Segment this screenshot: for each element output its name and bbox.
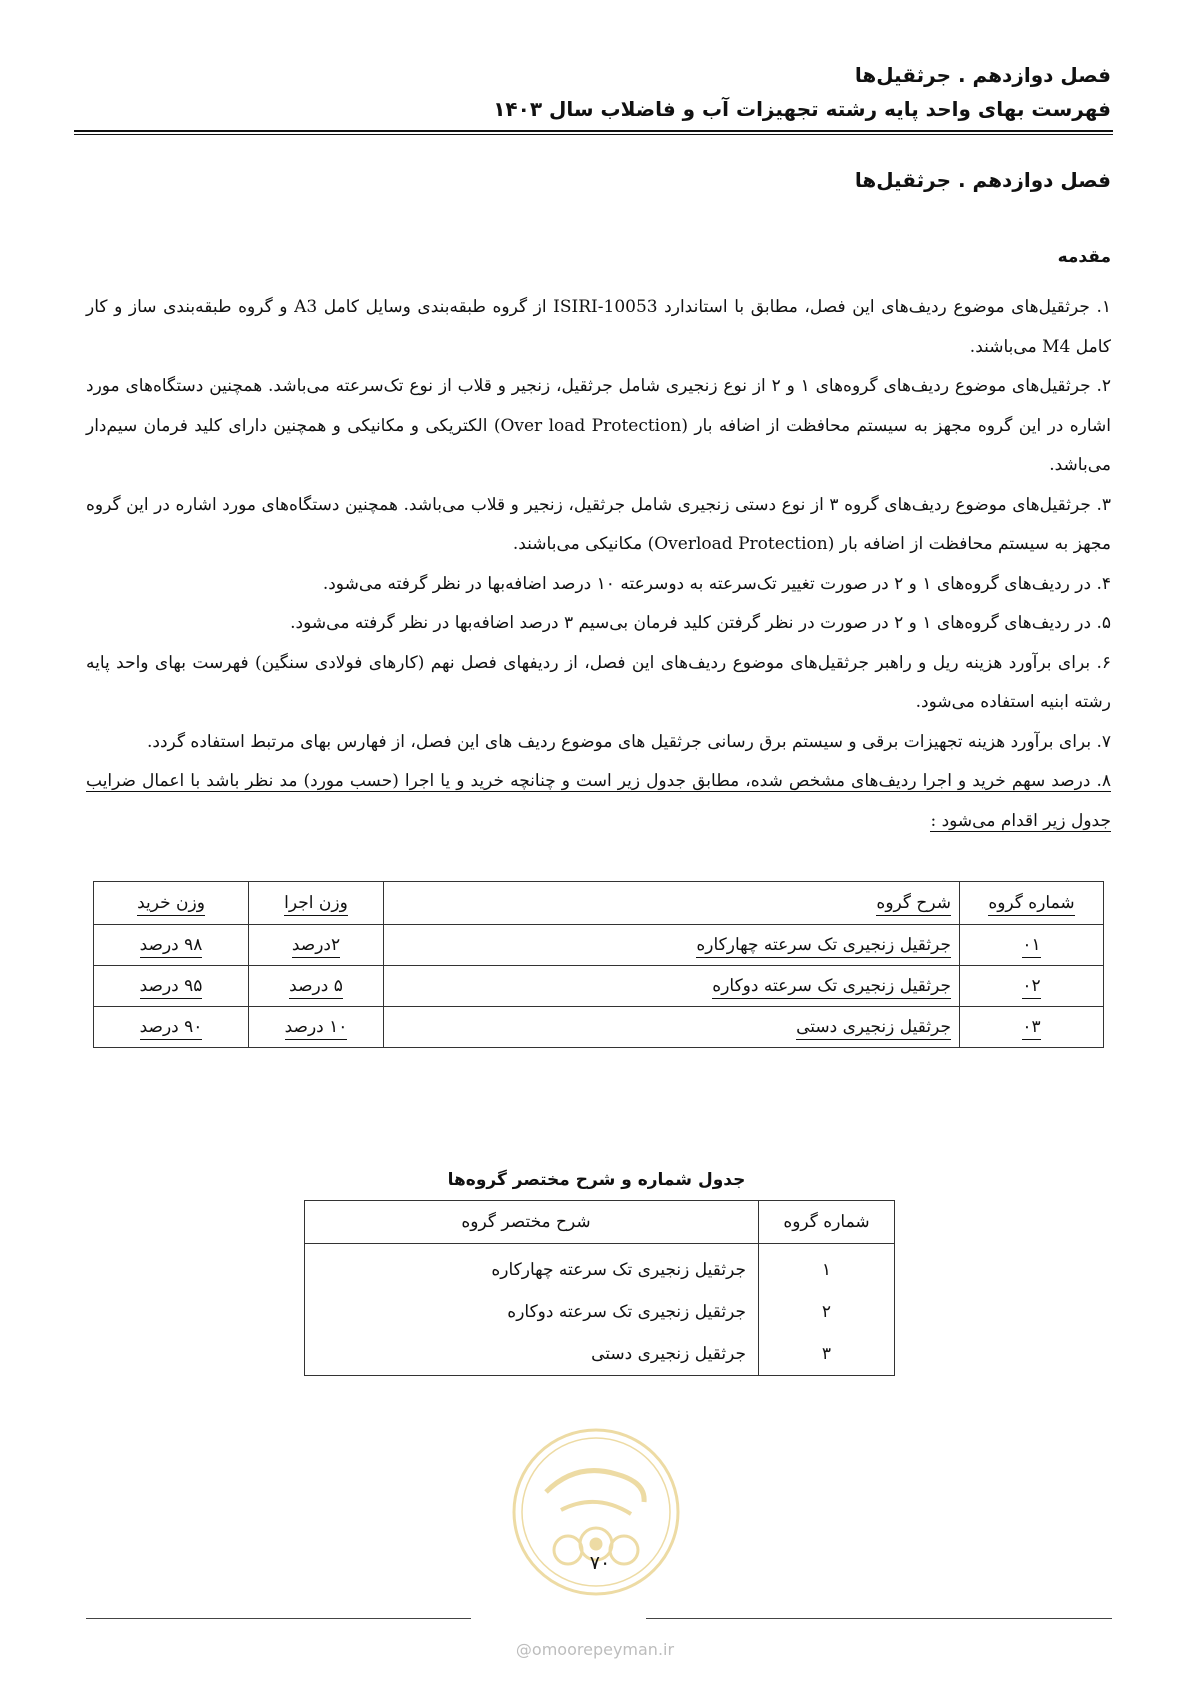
header-rule-thin (74, 134, 1113, 135)
header-purchase-weight: وزن خرید (137, 893, 205, 916)
site-watermark: @omoorepeyman.ir (515, 1640, 675, 1659)
table-row (94, 966, 1104, 1007)
header-document-title: فهرست بهای واحد پایه رشته تجهیزات آب و فاضلاب سال ۱۴۰۳ (493, 97, 1111, 121)
table-row (94, 925, 1104, 966)
table-row (94, 1007, 1104, 1048)
header-rule-thick (74, 130, 1113, 132)
weights-table-header (94, 882, 1104, 925)
group-number: ۰۳ (1022, 1017, 1040, 1040)
groups-table-header (305, 1201, 895, 1244)
group-number: ۰۲ (1022, 976, 1040, 999)
header-execution-weight: وزن اجرا (284, 893, 348, 916)
purchase-weight: ۹۸ درصد (140, 935, 203, 958)
header-group-description: شرح گروه (876, 893, 951, 916)
group-description: جرثقیل زنجیری تک سرعته چهارکاره (305, 1244, 759, 1292)
header-group-number: شماره گروه (988, 893, 1074, 916)
table-row (305, 1244, 895, 1292)
table-row (305, 1291, 895, 1333)
header-chapter: فصل دوازدهم . جرثقیل‌ها (854, 63, 1111, 87)
paragraph-4: ۴. در ردیف‌های گروه‌های ۱ و ۲ در صورت تغییر تک‌سرعته به دوسرعته ۱۰ درصد اضافه‌بها در نظر گرفته می‌شود. (322, 573, 1111, 594)
paragraph-6: ۶. برای برآورد هزینه ریل و راهبر جرثقیل‌های موضوع ردیف‌های این فصل، از ردیفهای فصل نهم (کارهای فولادی سنگین) فهرست بهای واحد پایه رشته ابنیه استفاده می‌شود. (86, 652, 1111, 712)
group-number: ۰۱ (1022, 935, 1040, 958)
weights-table (93, 881, 1104, 1048)
group-number: ۲ (759, 1291, 895, 1333)
group-description: جرثقیل زنجیری تک سرعته چهارکاره (696, 935, 951, 958)
execution-weight: ۱۰ درصد (285, 1017, 348, 1040)
paragraph-3: ۳. جرثقیل‌های موضوع ردیف‌های گروه ۳ از نوع دستی زنجیری شامل جرثقیل، زنجیر و قلاب می‌باشد. همچنین دستگاه‌های مورد اشاره در این گروه مجهز به سیستم محافظت از اضافه بار (Overload Protection) مکانیکی می‌باشند. (86, 494, 1111, 554)
paragraph-8-text: ۸. درصد سهم خرید و اجرا ردیف‌های مشخص شده، مطابق جدول زیر است و چنانچه خرید و یا اجرا (حسب مورد) مد نظر باشد با اعمال ضرایب جدول زیر اقدام می‌شود : (86, 771, 1111, 831)
intro-paragraphs (86, 288, 1111, 841)
group-description: جرثقیل زنجیری دستی (796, 1017, 951, 1040)
paragraph-7: ۷. برای برآورد هزینه تجهیزات برقی و سیستم برق رسانی جرثقیل های موضوع ردیف های این فصل، از فهارس بهای مرتبط استفاده گردد. (147, 731, 1111, 752)
purchase-weight: ۹۰ درصد (140, 1017, 203, 1040)
publisher-logo-watermark (506, 1422, 686, 1602)
group-number: ۳ (759, 1333, 895, 1376)
page-header (88, 58, 1111, 126)
group-description: جرثقیل زنجیری تک سرعته دوکاره (305, 1291, 759, 1333)
group-description: جرثقیل زنجیری دستی (305, 1333, 759, 1376)
group-number: ۱ (759, 1244, 895, 1292)
intro-heading: مقدمه (1057, 247, 1111, 267)
groups-table (304, 1200, 895, 1376)
paragraph-5: ۵. در ردیف‌های گروه‌های ۱ و ۲ در صورت در نظر گرفتن کلید فرمان بی‌سیم ۳ درصد اضافه‌بها در نظر گرفته می‌شود. (290, 613, 1111, 633)
group-description: جرثقیل زنجیری تک سرعته دوکاره (712, 976, 951, 999)
purchase-weight: ۹۵ درصد (140, 976, 203, 999)
header-group-number: شماره گروه (759, 1201, 895, 1244)
paragraph-2: ۲. جرثقیل‌های موضوع ردیف‌های گروه‌های ۱ و ۲ از نوع زنجیری شامل جرثقیل، زنجیر و قلاب از نوع تک‌سرعته می‌باشد. همچنین دستگاه‌های مورد اشاره در این گروه مجهز به سیستم محافظت از اضافه بار (Over load Protection) الکتریکی و مکانیکی و همچنین دارای کلید فرمان سیم‌دار می‌باشد. (86, 376, 1111, 475)
groups-table-title: جدول شماره و شرح مختصر گروه‌ها (447, 1170, 746, 1190)
execution-weight: ۲درصد (292, 935, 340, 958)
table-row (305, 1333, 895, 1376)
paragraph-8 (86, 762, 1111, 841)
footer-rule-left (86, 1618, 471, 1619)
page-number: ۷۰ (589, 1552, 611, 1574)
header-short-description: شرح مختصر گروه (305, 1201, 759, 1244)
chapter-title: فصل دوازدهم . جرثقیل‌ها (854, 168, 1111, 192)
execution-weight: ۵ درصد (289, 976, 343, 999)
paragraph-1: ۱. جرثقیل‌های موضوع ردیف‌های این فصل، مطابق با استاندارد ISIRI-10053 از گروه طبقه‌بندی وسایل کامل A3 و گروه طبقه‌بندی ساز و کار کامل M4 می‌باشند. (86, 297, 1111, 357)
footer-rule-right (646, 1618, 1112, 1619)
